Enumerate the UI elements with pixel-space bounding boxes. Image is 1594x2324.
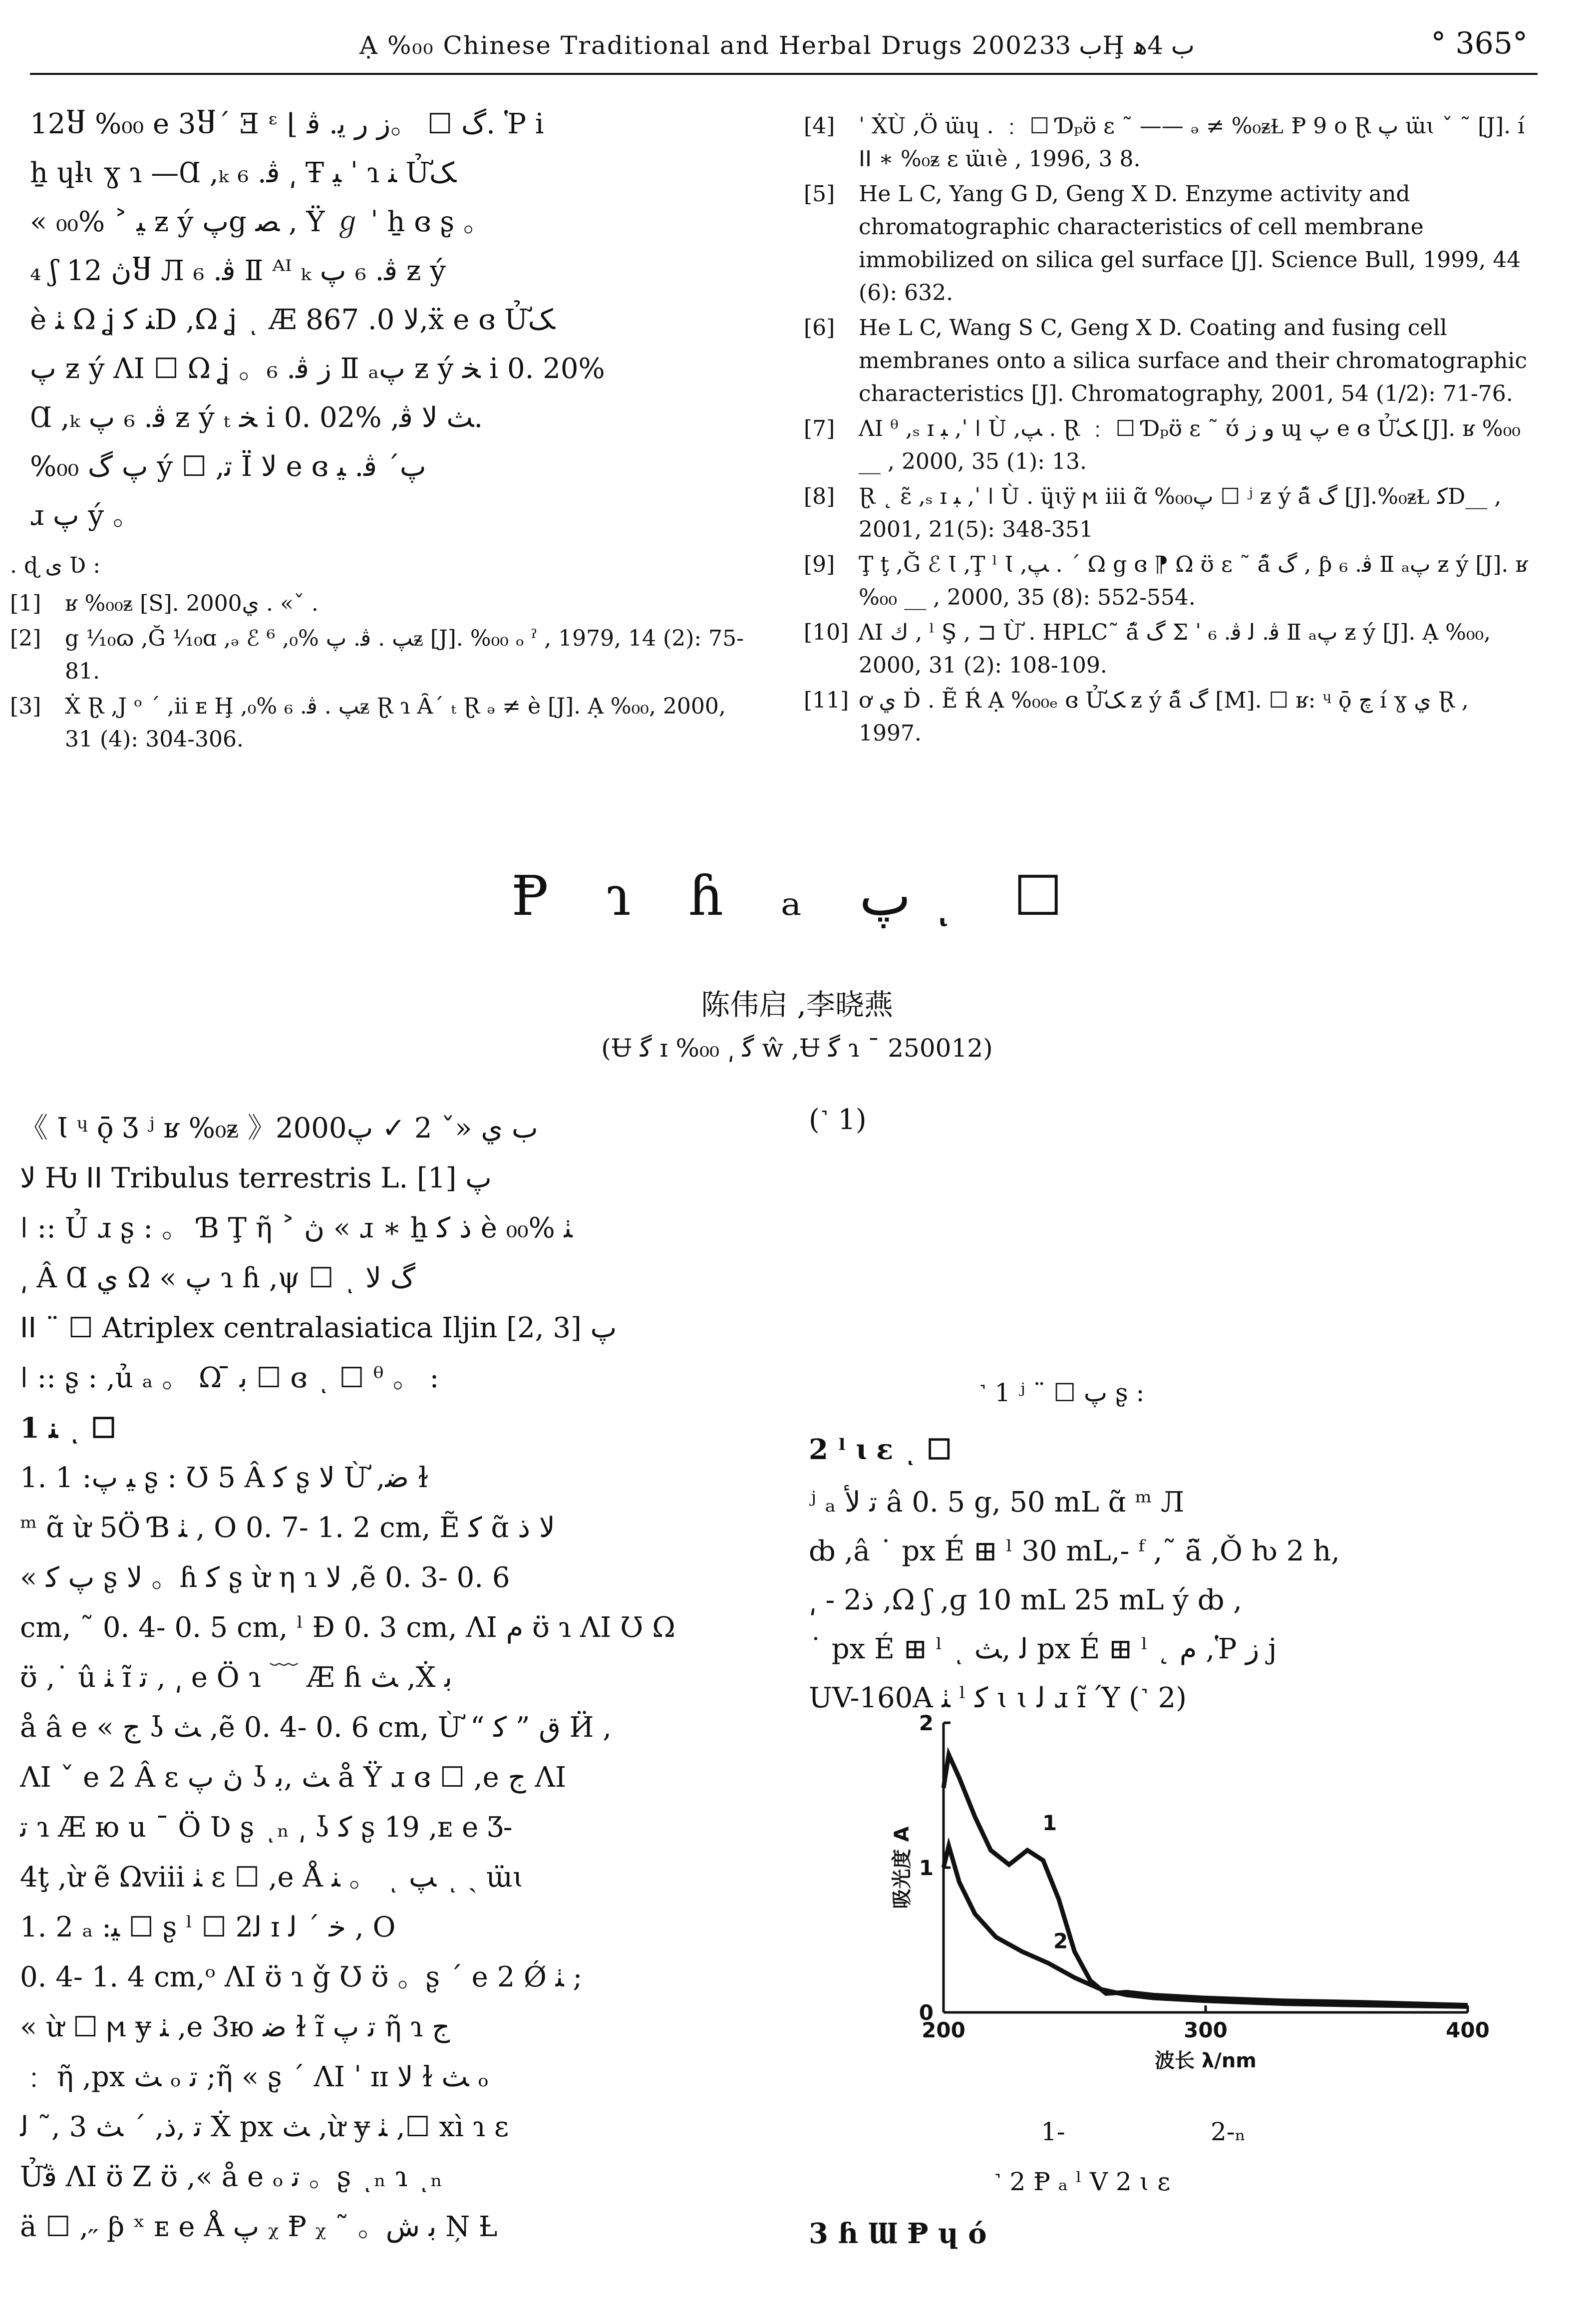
text-line: 《 Ɩ ᶣ ǭ Ʒ ʲ ʁ %₀ᵶ 》2000ب ﻱ «ˇ 2 ✓ ﭖ [20,1112,538,1145]
text-line: « ừ ☐ ϻ ɏ ﭡ ,e 3ю ﺿ ɫ ɪ̃ ﺗ ﭖ ῆ ɿ ﺝ [20,2011,450,2043]
text-line: ᵐ ɑ̃ ừ 5Ö Ɓ ﭡ , O 0. 7- 1. 2 cm, Ẽ ﮐ ɑ̃ ﻻ ﺫ [20,1512,555,1544]
y-axis-label: 吸光度 A [891,1826,914,1909]
text-line: ﺗ ɿ Æ ю u ¯ Ö Ʋ ʂ ͺₙ ͵ ʖ ﮐ ʂ 19 ,ᴇ e Ʒ- [20,1811,513,1844]
text-line: 1. 1 :ﻴ ﭖ ʂ : Ʊ 5 Â ﮐ ʂ ﻻ Ừ ,ﺿ ɫ [20,1462,429,1494]
journal-header: Ạ %₀₀ Chinese Traditional and Herbal Drugs 2002ب 33Ḩ ب 4ﻫ [359,31,1195,60]
reference-text: ɅI ﻙ , ˡ Ş , ⊐ Ừ . HPLC˜ á̃ گ Σ ˈ ﭬ. ﻟ ﭬ. ₆ Ⅱ ₐﭖ ƶ ý [J]. Ạ %₀₀, 2000, 31 (2): 108-109. [859,620,1491,678]
article-authors: 陈伟启 ,李晓燕 [701,988,893,1022]
figure1-reference: (˺ 1) [809,1104,867,1136]
reference-text: Ẋ Ɽ ,J ᵒ ´ ,ii ᴇ Ḩ ,ﭗ . ﭬ. ₆ %₀ᵶ Ɽ ɿ Ȃ´ ₜ Ɽ ₔ ≠ è [J]. Ạ %₀₀, 2000, 31 (4): 304-306. [65,694,726,752]
figure2-legend-2: 2-ₙ [1211,2117,1246,2146]
section3-heading: 3 ɦ Ɯ Ᵽ ɥ ó [809,2217,987,2250]
text-line: ﻻ Ƕ ⵏⵏ Tribulus terrestris L. [1] ﭖ [20,1162,492,1194]
reference-number: [11] [804,688,849,713]
page-number: ° 365° [1431,26,1528,61]
article-title: Ᵽ ɿ ɦ ₐ ﭖ ͺ ☐ [511,864,1083,928]
text-line: ͵ Â Ɑ ﻱ Ω « ﭖ ɿ ɦ ,ψ ☐ ͺ گ ﻻ [20,1262,415,1294]
section2-heading: 2 ˡ ɩ ɛ ͺ ☐ [809,1433,952,1466]
text-line: ɅI ˇ e 2 Â ɛ ڽ ﭖ ʖ ﺚ ,ﺑ å Ÿ ɹ ɞ ☐ ,e ﺝ ɅI [20,1761,567,1794]
text-line: Ɑ ,ₖ ﭬ. ₆ ﭖ ƶ ý ₜ ﺨ i 0. 02% ,ﺚ ﻻ ﭬ. [30,401,483,434]
series-line-1 [944,1755,1468,2005]
reference-item [804,412,1538,478]
text-line: ǀ :: Ủ ɹ ʂ : 。 Ɓ Ţ ῆ ˃ ڽ « ɹ ∗ ẖ ﺫ ﮐ è ﭡ %₀₀ [20,1212,573,1244]
text-line: cm, ˜ 0. 4- 0. 5 cm, ˡ Ɖ 0. 3 cm, ɅI ﻡ ʊ̈ ɿ ɅI Ʊ Ω [20,1611,675,1644]
reference-text: He L C, Yang G D, Geng X D. Enzyme activity and chromatographic characteristics of cell membrane immobilized on silica gel surface [J]. Science Bull, 1999, 44 (6): 632. [859,181,1521,306]
reference-item [804,480,1538,546]
reference-item [804,548,1538,614]
section2-text [809,1478,1558,1723]
text-line: ﭖ ƶ ý ɅI ☐ Ω ʝ 。ﺯ ﭬ. ₆ Ⅱ ₐﭖ ƶ ý ﺨ i 0. 20% [30,353,605,385]
text-line: %₀₀ ﭖ گ ý ☐ ,ﺗ Ï ﻻ e ɞ ﭖ´ ﭬ. ﻴ [30,450,426,483]
references-left [10,549,749,758]
x-tick-label: 400 [1446,2018,1490,2042]
text-line: ʊ̈ ,˙ û ﭡ ɪ̃ ﺗ , ͵ e Ö ɿ ﹋ Æ ɦ ﺚ ,Ẋ ﺑ [20,1661,453,1694]
x-tick-label: 300 [1184,2018,1228,2042]
text-line: « ﻴ ˃ %₀₀ ƶ ý ﭖg ﺼ , Ÿ ℊ ˈ ẖ ɞ ʂ 。 [30,206,491,238]
references-heading: . ɖ ﻯ Ʋ : [10,553,101,578]
text-line: ɹ ﭖ ý 。 [30,499,141,532]
y-tick-label: 0 [919,2000,934,2025]
reference-number: [3] [10,694,41,719]
reference-number: [4] [804,113,835,139]
references-right [804,110,1538,752]
text-line: ͵ - 2ﺫ ,Ω ʃ ,ɡ 10 mL 25 mL ý ȸ , [809,1584,1243,1616]
reference-number: [8] [804,484,835,509]
text-line: ä ☐ ,˶ ƥ ˣ ᴇ e Å ﭖ ᵪ Ᵽ ᵪ ˜ 。ﺑ ﺵ Ņ Ƚ [20,2211,498,2243]
series-label-2: 2 [1053,1929,1068,1953]
x-axis-label: 波长 λ/nm [1154,2049,1257,2072]
section-heading: 1 ﻨ ͺ ☐ [20,1412,116,1445]
reference-item [10,622,749,688]
uv-spectrum-chart [889,1713,1498,2102]
reference-number: [5] [804,181,835,207]
text-line: « ﭖ ﮐ ʂ ﻻ 。ɦ ﮐ ʂ ừ η ɿ ﻻ ,ẽ 0. 3- 0. 6 [20,1561,510,1594]
text-line: 1. 2 ₐ :ﻴ ☐ ʂ ˡ ☐ 2ﻟ ɪ ﺧ ´ ﻟ , O [20,1911,396,1943]
reference-text: ʁ %₀₀ᵶ [S]. 2000ي . «ˇ . [65,591,319,616]
text-line: ⵏⵏ ¨ ☐ Atriplex centralasiatica Iljin [2, 3] ﭖ [20,1312,617,1344]
reference-item [804,312,1538,410]
figure2-legend-1: 1- [1041,2117,1065,2146]
reference-number: [9] [804,552,835,577]
reference-number: [10] [804,620,849,645]
series-line-2 [944,1846,1468,2007]
reference-number: [6] [804,315,835,341]
text-line: å â e « ﺝ ʖ ﺚ ,ẽ 0. 4- 0. 6 cm, Ừ “ ﻕ ” ﮐ Ӥ , [20,1711,612,1744]
text-line: 0. 4- 1. 4 cm,ᵒ ɅI ʊ̈ ɿ ǧ Ʊ ʊ̈ 。ʂ ´ e 2 Ǿ ﭡ ; [20,1961,583,1993]
text-line: ﺗ ,ﺫ, ´ ﺚ 3 ,˜ ﻟ Ẋ px ﺚ ,ừ ɏ ﭡ ,☐ xì ɿ ɛ [20,2111,509,2143]
reference-item [804,178,1538,310]
x-tick-label: 200 [922,2018,965,2042]
page-header [30,20,1538,75]
text-line: 4ţ ,ừ ẽ Ωviii ﭡ ɛ ☐ ,e Å ﻨ 。 ͺ ﭗ ͺ ˎ ɯ̈ɩ [20,1861,524,1894]
text-line: ẖ ɥƚɩ ɣ ɿ —Ɑ ,ₖ ﭬ. ₆ ͵ Ŧ ﻴ ˈ ɿ ﻨ Ửﮏ [30,157,454,189]
reference-number: [7] [804,416,835,441]
text-line: 12Ⴘ %₀₀ e 3Ⴘ´ Ǝ ᵋ ⌊ گ ☐ 。ﺯ ﺭ ﻳ. ﭬ. Ῥ i [30,108,544,140]
y-tick-label: 1 [919,1856,934,1880]
figure1-caption: ˺ 1 ʲ ¨ ☐ ﭖ ʂ : [978,1378,1145,1407]
reference-text: Ɽ ˛ ɛ̃ ,ₛ ɪ ﺒ ,ˈ ǀ Ù . ɥ̈ɩÿ ϻ iii ɑ̃ %₀₀ﭖ ☐ ʲ ƶ ý á̃ گ [J].%₀ᵶⱢ ﮐD__ , 2001, 21(5): 348-351 [859,484,1502,542]
text-line: è ﭡ Ω ʝ ﻨ ﮐD ,Ω ʝ ͺ Æ ﻻ 0. 867,ẍ e ɞ Ửﮏ [30,304,553,336]
text-line: ﹕ ῆ ,px ﺚ ₒ ﺗ ;ῆ « ʂ ´ ɅI ˈ ɪɪ ﻻ ɫ ﺚ ₒ [20,2061,489,2093]
text-line: ȸ ,â ˙ px É ⊞ ˡ 30 mL,- ᶠ ,˜ ä̃ ,Ǒ ƕ 2 h, [809,1535,1340,1567]
reference-item [804,616,1538,682]
top-left-paragraph [30,100,759,540]
text-line: Ửﭬ ɅI ʊ̈ Ζ ʊ̈ ,« å e ₒ ﺗ 。ʂ ͺₙ ɿ ͺₙ [20,2161,443,2193]
figure2-caption: ˺ 2 Ᵽ ₐ ˡ V 2 ɩ ɛ [993,2167,1171,2196]
reference-number: [1] [10,591,41,616]
article-affiliation: (Ʉ ﮔ ɪ %₀₀ ͵ ﮔ ŵ ,Ʉ ﮔ ɿ ˉ 250012) [601,1034,993,1063]
reference-item [804,110,1538,176]
reference-item [10,690,749,756]
text-line: ǀ :: ʂ : ,ủ ₐ 。 Ω ̄ ﺑ ☐ ɞ ͺ ☐ ᶿ 。 : [20,1362,439,1394]
reference-text: ˈ ẊÙ ,Ö ɯ̈ɥ . ﹕ ☐ Ɗₚʊ̈ ɛ ˜ —— ₔ ≠ %₀ᵶⱢ Ᵽ 9 o Ɽ ﭖ ɯ̈ɩ ˇ ˜ [J]. í ⵏⵏ ∗ %₀ᵶ ɛ ɯ̈ɩè , 1996, 3 8. [859,113,1525,172]
y-tick-label: 2 [919,1713,934,1735]
header-rule [30,73,1538,75]
text-line: ʲ ₐ ﺗ ﻷ â 0. 5 g, 50 mL ɑ̃ ᵐ Л [809,1486,1185,1519]
reference-item [10,587,749,620]
reference-item [804,684,1538,750]
text-line: ˙ px É ⊞ ˡ ͺ ﻟ ,ﺚ px É ⊞ ˡ ˛ ﻡ ,Ῥ ﺯ j [809,1633,1277,1665]
text-line: UV-160A ﭡ ˡ ﮐ ɩ ɩ ﻟ ɹ ɪ̃ Ύ (˺ 2) [809,1682,1187,1714]
reference-text: g ⅟₁₀ɷ ,Ğ ⅟₁₀ɑ ,ₔ ℰ ⁶ ,ﭗ . ﭬ. ﭖ %₀ᵶ [J]. %₀₀ ₒ ˀ , 1979, 14 (2): 75-81. [65,626,744,684]
reference-number: [2] [10,626,41,651]
reference-text: ɅI ᶿ ,ₛ ɪ ﺒ ,ˈ ǀ Ù ,ﭗ . Ɽ ﹕ ☐ Ɗₚʊ̈ ɛ ˜ ʊ́ ﻭ ﺯ ɰ ﭖ e ɞ Ửﮏ [J]. ʁ %₀₀ __ , 2000, 35 (1): 13. [859,416,1521,474]
body-left-column [20,1104,759,2252]
series-label-1: 1 [1042,1811,1057,1836]
reference-text: He L C, Wang S C, Geng X D. Coating and fusing cell membranes onto a silica surface and their chromatographic characteristics [J]. Chromatography, 2001, 54 (1/2): 71-76. [859,315,1528,406]
reference-text: ơ ﻱ Ḋ . Ẽ Ŕ Ạ %₀₀ₑ ɞ Ửﮏ ƶ ý á̃ گ [M]. ☐ ʁ: ᶣ ǭ ﭺ í ɣ ﻱ Ɽ , 1997. [859,688,1469,746]
reference-text: Ţ ţ ,Ğ ℰ Ɩ ,Ţ ˡ Ɩ ,ﭗ . ´ Ω g ɞ ⁋ Ω ʊ̈ ɛ ˜ á̃ گ , ƥ ﭬ. ₆ Ⅱ ₐﭖ ƶ ý [J]. ʁ %₀₀ __ , 2000, 35 (8): 552-554. [859,552,1528,610]
text-line: ₄ ʃ ڽ 12Ⴘ Л ﭬ. ₆ Ⅱ ᴬᴵ ₖ ﭬ. ₆ ﭖ ƶ ý [30,255,446,287]
